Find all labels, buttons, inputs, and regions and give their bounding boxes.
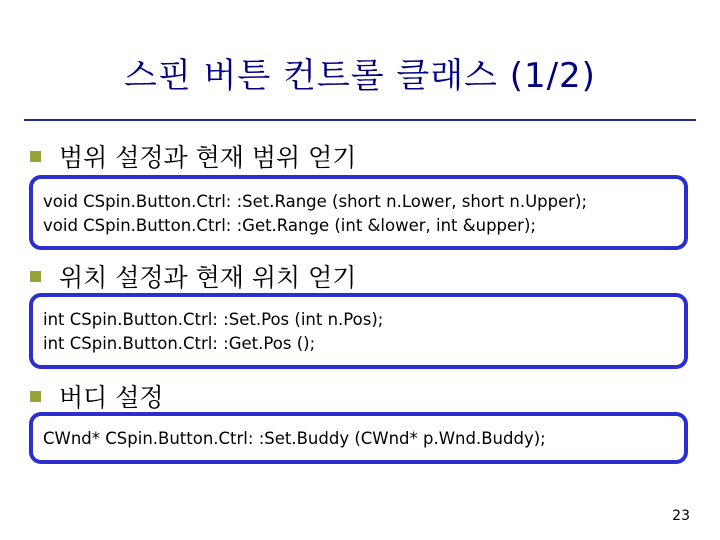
square-bullet-icon bbox=[30, 271, 41, 282]
bullet-item-range bbox=[30, 138, 356, 174]
title-divider bbox=[24, 119, 696, 121]
code-line: void CSpin.Button.Ctrl: :Get.Range (int &lower, int &upper); bbox=[43, 216, 536, 235]
bullet-item-position bbox=[30, 258, 356, 294]
code-line: void CSpin.Button.Ctrl: :Set.Range (short n.Lower, short n.Upper); bbox=[43, 192, 588, 211]
bullet-text: 범위 설정과 현재 범위 얻기 bbox=[59, 143, 357, 172]
code-line: CWnd* CSpin.Button.Ctrl: :Set.Buddy (CWnd* p.Wnd.Buddy); bbox=[43, 429, 546, 448]
code-box-range bbox=[29, 175, 688, 250]
page-number: 23 bbox=[672, 508, 690, 524]
code-box-position bbox=[29, 293, 688, 369]
code-line: int CSpin.Button.Ctrl: :Get.Pos (); bbox=[43, 334, 316, 353]
square-bullet-icon bbox=[30, 151, 41, 162]
bullet-text: 위치 설정과 현재 위치 얻기 bbox=[59, 263, 357, 292]
code-box-buddy bbox=[29, 412, 688, 464]
code-line: int CSpin.Button.Ctrl: :Set.Pos (int n.Pos); bbox=[43, 310, 384, 329]
square-bullet-icon bbox=[30, 391, 41, 402]
bullet-text: 버디 설정 bbox=[59, 383, 164, 412]
slide-title: 스핀 버튼 컨트롤 클래스 (1/2) bbox=[124, 56, 596, 96]
bullet-item-buddy bbox=[30, 378, 164, 414]
